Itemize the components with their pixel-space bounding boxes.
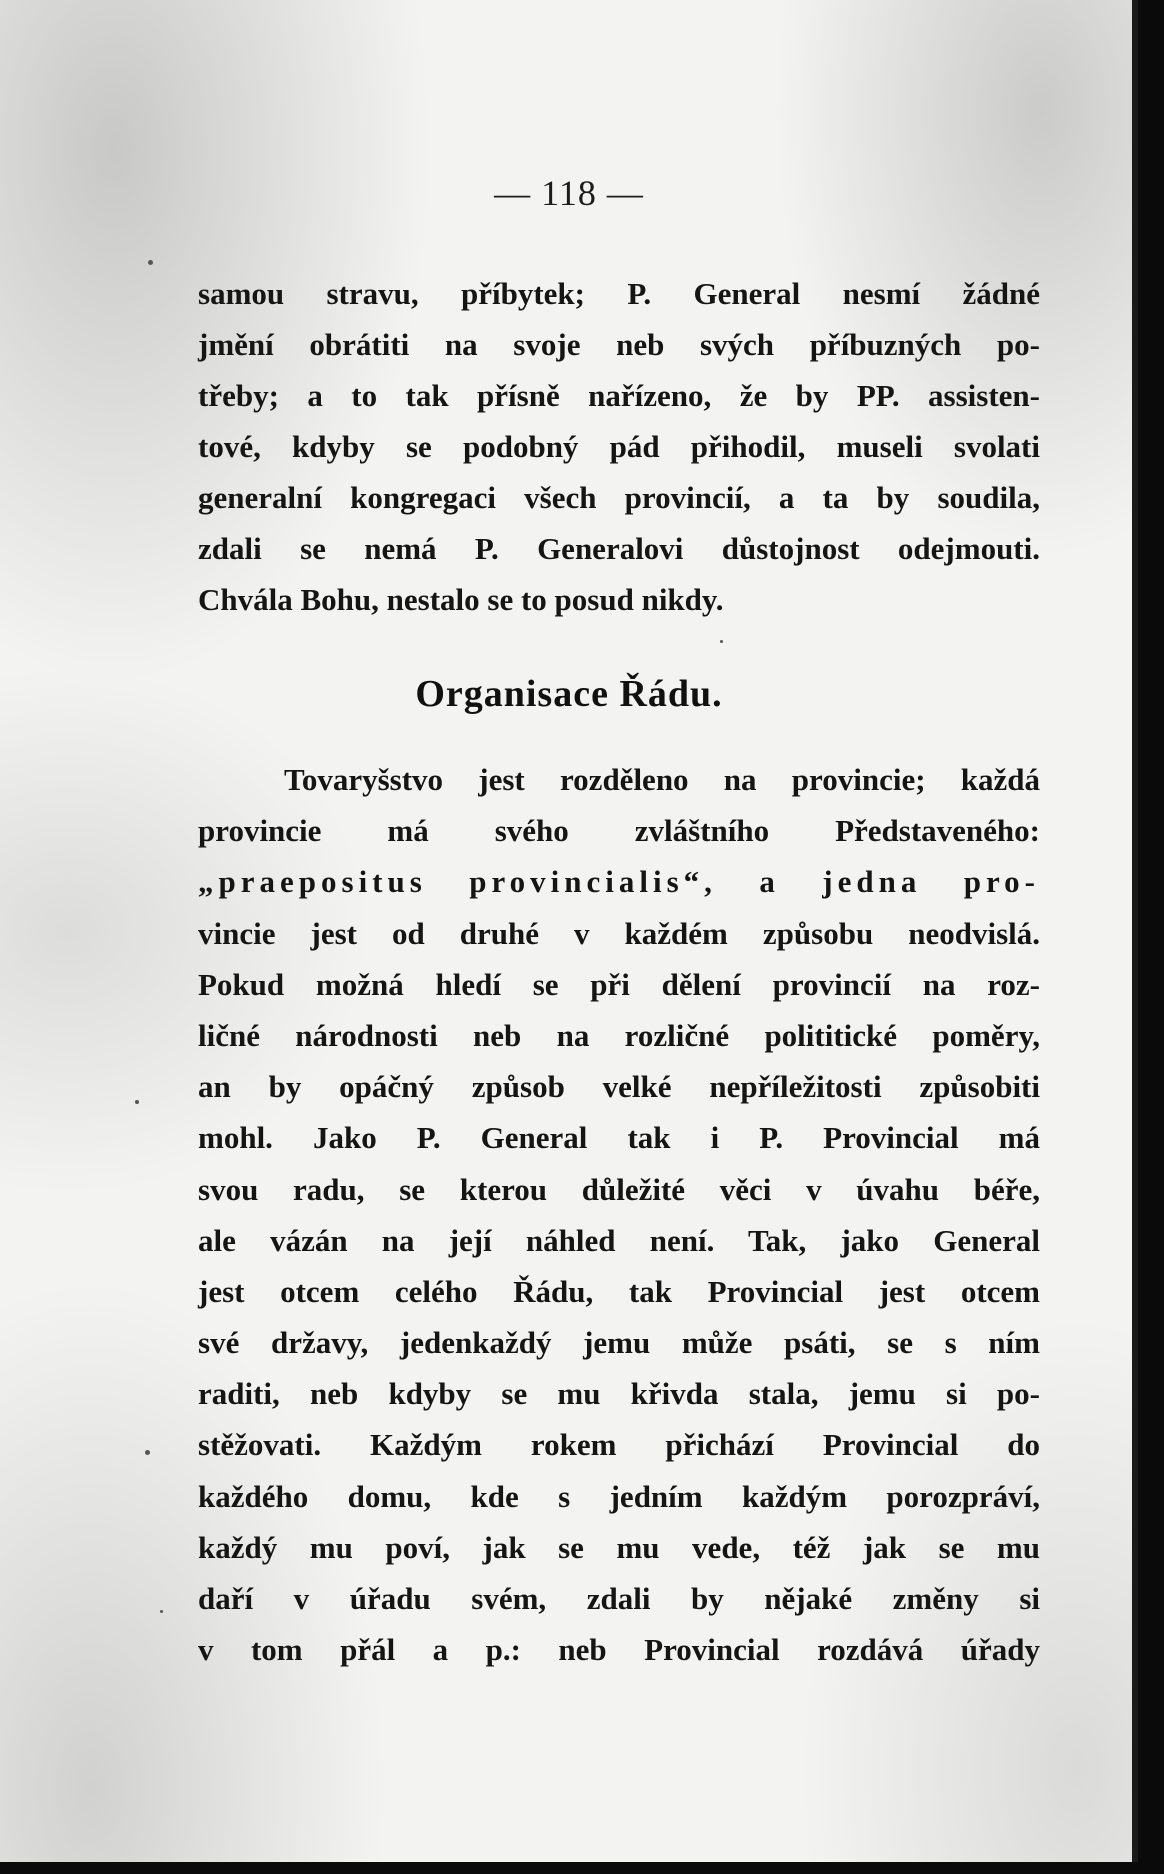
paragraph-2	[198, 754, 1040, 1675]
text-line: v tom přál a p.: neb Provincial rozdává úřady	[198, 1632, 1040, 1668]
text-line: jmění obrátiti na svoje neb svých příbuzných po-	[198, 327, 1040, 362]
page-number: — 118 —	[494, 173, 644, 213]
text-line: samou stravu, příbytek; P. General nesmí žádné	[198, 276, 1040, 311]
scan-border-right	[1138, 0, 1164, 1874]
text-line: ale vázán na její náhled není. Tak, jako General	[198, 1222, 1040, 1258]
text-line: tové, kdyby se podobný pád přihodil, museli svolati	[198, 429, 1040, 464]
text-line: an by opáčný způsob velké nepříležitosti způsobiti	[198, 1069, 1040, 1105]
section-heading: Organisace Řádu.	[415, 673, 723, 715]
text-line: provincie má svého zvláštního Představeného:	[198, 813, 1040, 849]
text-line: mohl. Jako P. General tak i P. Provincial má	[198, 1120, 1040, 1156]
text-line: třeby; a to tak přísně nařízeno, že by PP. assisten-	[198, 378, 1040, 413]
text-line: každý mu poví, jak se mu vede, též jak se mu	[198, 1529, 1040, 1565]
paper-speck	[145, 1450, 150, 1455]
text-line: vincie jest od druhé v každém způsobu neodvislá.	[198, 915, 1040, 951]
text-line: stěžovati. Každým rokem přichází Provincial do	[198, 1427, 1040, 1463]
text-line: Chvála Bohu, nestalo se to posud nikdy.	[198, 582, 724, 617]
text-line: každého domu, kde s jedním každým porozpráví,	[198, 1478, 1040, 1514]
text-line: zdali se nemá P. Generalovi důstojnost odejmouti.	[198, 531, 1040, 566]
text-line: své državy, jedenkaždý jemu může psáti, se s ním	[198, 1325, 1040, 1361]
text-line: generalní kongregaci všech provincií, a ta by soudila,	[198, 480, 1040, 515]
text-line: ličné národnosti neb na rozličné polititické poměry,	[198, 1017, 1040, 1053]
text-line: Tovaryšstvo jest rozděleno na provincie; každá	[284, 762, 1040, 797]
paper-speck	[720, 640, 723, 643]
text-line: jest otcem celého Řádu, tak Provincial jest otcem	[198, 1273, 1040, 1309]
text-line: raditi, neb kdyby se mu křivda stala, jemu si po-	[198, 1376, 1040, 1412]
paper-speck	[160, 1610, 163, 1613]
text-line: daří v úřadu svém, zdali by nějaké změny si	[198, 1581, 1040, 1616]
text-line: „praepositus provincialis“, a jedna pro-	[198, 864, 1040, 900]
paper-speck	[148, 260, 153, 265]
text-line: svou radu, se kterou důležité věci v úvahu béře,	[198, 1171, 1040, 1207]
scan-border-bottom	[0, 1862, 1164, 1874]
text-line: Pokud možná hledí se při dělení provincií na roz-	[198, 966, 1040, 1002]
paper-speck	[135, 1100, 139, 1104]
paragraph-1	[198, 268, 1040, 625]
